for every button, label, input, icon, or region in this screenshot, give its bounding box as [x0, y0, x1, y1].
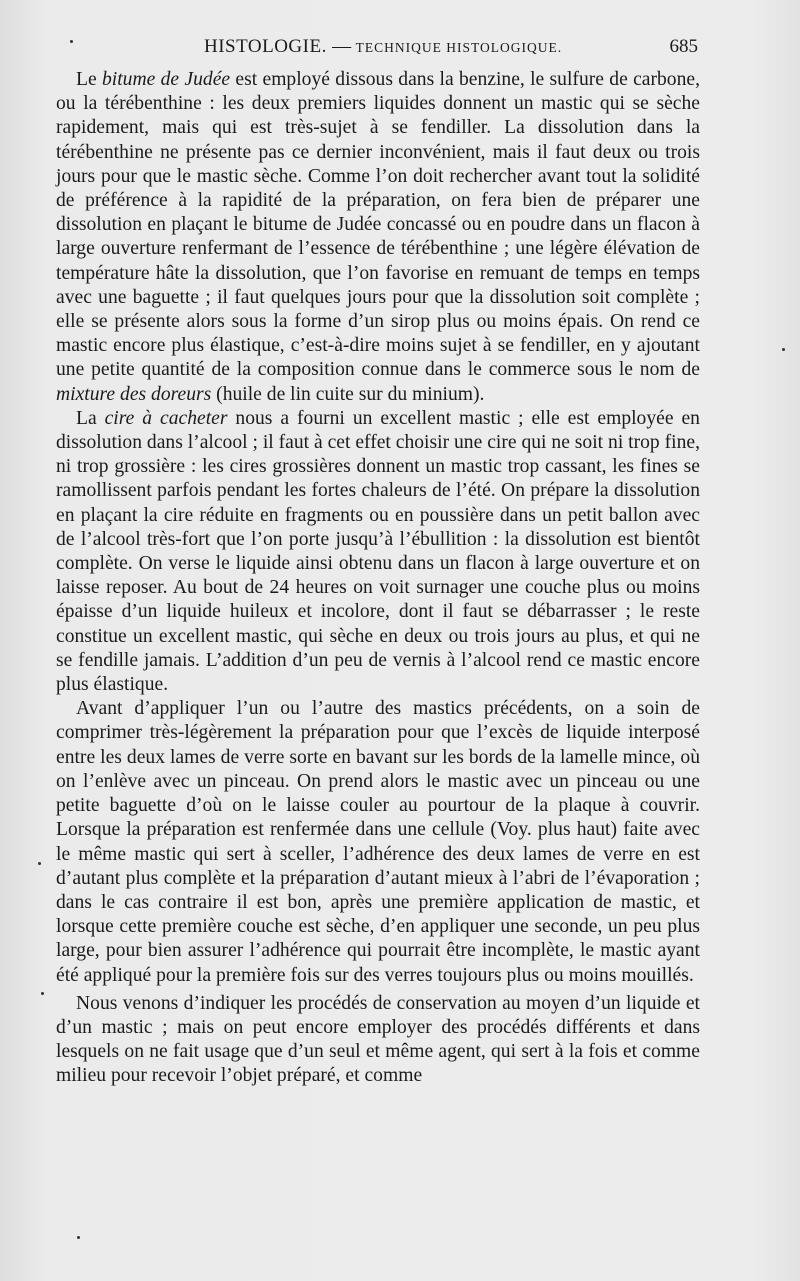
- text-run: La: [76, 407, 105, 429]
- scan-speck: [38, 862, 41, 865]
- scan-speck: [70, 40, 73, 43]
- running-title-subtitle: TECHNIQUE HISTOLOGIQUE.: [355, 40, 563, 55]
- scan-speck: [41, 992, 44, 995]
- page-number: 685: [669, 36, 698, 57]
- text-run: Nous venons d’indiquer les procédés de conservation au moyen d’un liquide et d’un mastic ; mais on peut encore employer des procédés différents et dans lesquels on ne fait usage que d’un seul et même agent, qui sert à la fois et comme milieu pour recevoir l’objet préparé, et comme: [56, 992, 700, 1087]
- italic-term: bitume de Judée: [101, 69, 231, 90]
- italic-term: mixture des doreurs: [56, 383, 212, 405]
- text-run: (huile de lin cuite sur du minium).: [211, 383, 485, 405]
- text-run: Avant d’appliquer l’un ou l’autre des mastics précédents, on a soin de comprimer très-légèrement la préparation pour que l’excès de liquide interposé entre les deux lames de verre sorte en bavant sur les bords de la lamelle mince, où on l’enlève avec un pinceau. On prend alors le mastic avec un pinceau ou une petite baguette d’où on le laisse couler au pourtour de la plaque à couvrir. Lorsque la préparation est renfermée dans une cellule (Voy. plus haut) faite avec le même mastic qui sert à sceller, l’adhérence des deux lames de verre en est d’autant plus complète et la préparation d’autant mieux à l’abri de l’évaporation ; dans le cas contraire il est bon, après une première application de mastic, et lorsque cette première couche est sèche, d’en appliquer une seconde, un peu plus large, pour bien assurer l’adhérence qui pourrait être incomplète, le mastic ayant été appliqué pour la première fois sur des verres toujours plus ou moins mouillés.: [56, 698, 700, 986]
- italic-term: cire à cacheter: [104, 407, 228, 429]
- paragraph: [56, 407, 700, 697]
- scan-speck: [782, 348, 785, 351]
- text-run: est employé dissous dans la benzine, le sulfure de carbone, ou la térébenthine : les deux premiers liquides donnent un mastic qui se sèche rapidement, mais qui est très-sujet à se fendiller. La dissolution dans la térébenthine ne présente pas ce dernier inconvénient, mais il faut deux ou trois jours pour que le mastic sèche. Comme l’on doit rechercher avant tout la solidité de préférence à la rapidité de la préparation, on fera bien de préparer une dissolution en plaçant le bitume de Judée concassé ou en poudre dans un flacon à large ouverture renfermant de l’essence de térébenthine ; une légère élévation de température hâte la dissolution, que l’on favorise en remuant de temps en temps avec une baguette ; il faut quelques jours pour que la dissolution soit complète ; elle se présente alors sous la forme d’un sirop plus ou moins épais. On rend ce mastic encore plus élastique, c’est-à-dire moins sujet à se fendiller, en y ajoutant une petite quantité de la composition connue dans le commerce sous le nom de: [56, 69, 700, 381]
- running-head: [58, 34, 698, 60]
- text-run: Le: [76, 69, 102, 90]
- running-title: [204, 34, 562, 61]
- paragraph: [56, 68, 700, 407]
- body-text: [56, 68, 700, 1089]
- scan-speck: [77, 1236, 80, 1239]
- paragraph: [56, 992, 700, 1089]
- running-title-main: HISTOLOGIE. —: [204, 36, 352, 57]
- text-run: nous a fourni un excellent mastic ; elle est employée en dissolution dans l’alcool ; il faut à cet effet choisir une cire qui ne soit ni trop fine, ni trop grossière : les cires grossières donnent un mastic trop cassant, les fines se ramollissent parfois pendant les fortes chaleurs de l’été. On prépare la dissolution en plaçant la cire réduite en fragments ou en poussière dans un petit ballon avec de l’alcool très-fort que l’on porte jusqu’à l’ébullition : la dissolution est bientôt complète. On verse le liquide ainsi obtenu dans un flacon à large ouverture et on laisse reposer. Au bout de 24 heures on voit surnager une couche plus ou moins épaisse d’un liquide huileux et incolore, dont il faut se débarrasser ; le reste constitue un excellent mastic, qui sèche en deux ou trois jours au plus, et qui ne se fendille jamais. L’addition d’un peu de vernis à l’alcool rend ce mastic encore plus élastique.: [56, 407, 700, 696]
- paragraph: [56, 697, 700, 987]
